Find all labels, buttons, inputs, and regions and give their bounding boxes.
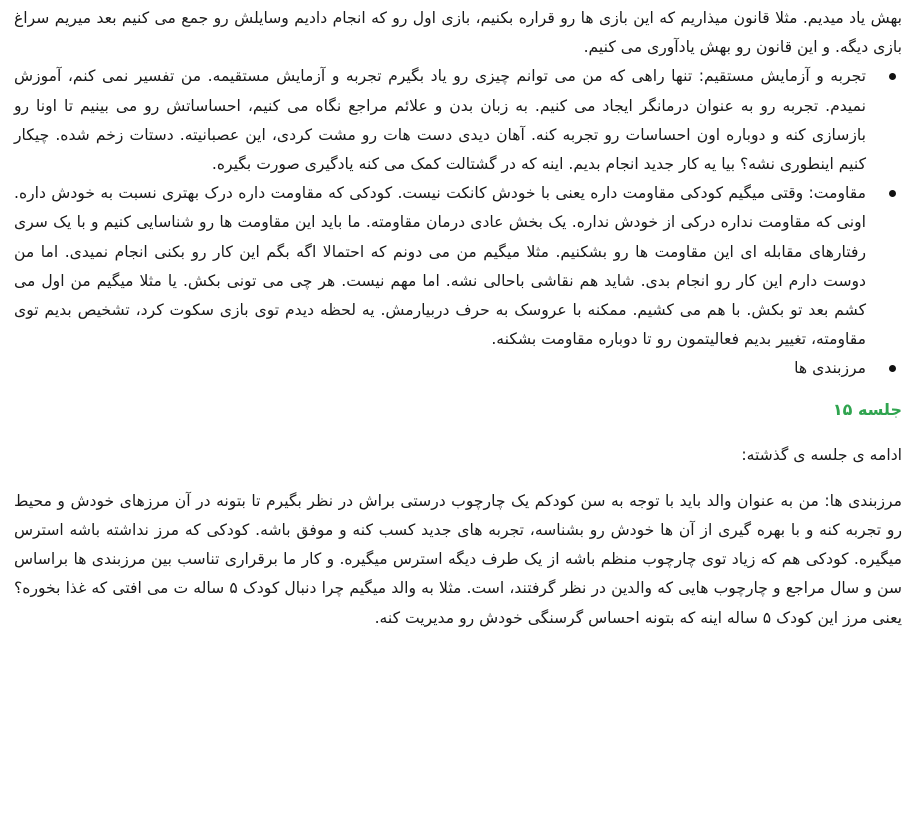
intro-paragraph: بهش یاد میدیم. مثلا قانون میذاریم که این بازی ها رو قراره بکنیم، بازی اول رو که انجام دادیم وسایلش رو جمع می کنیم بعد میریم سراغ بازی دیگه. و این قانون رو بهش یادآوری می کنیم. [14, 9, 902, 57]
bullet-icon [889, 365, 896, 372]
bullet-icon [889, 190, 896, 197]
boundaries-paragraph: مرزبندی ها: من به عنوان والد باید با توجه به سن کودکم یک چارچوب درستی براش در نظر بگیرم تا بتونه در آن مرزهای خودش و محیط رو تجربه کنه و با بهره گیری از آن ها خودش رو بشناسه، تجربه های جدید کسب کنه و موفق باشه. کودکی که مرز نداشته باشه استرس میگیره. کودکی هم که زیاد توی چارچوب منظم باشه از یک طرف دیگه استرس میگیره. و کار ما برقراری تناسب بین مرزبندی ها براساس سن و سال مراجع و چارچوب هایی که والدین در نظر گرفتند، است. مثلا به والد میگیم چرا دنبال کودک ۵ ساله ت می افتی که غذا بخوره؟ یعنی مرز این کودک ۵ ساله اینه که بتونه احساس گرسنگی خودش رو مدیریت کنه. [14, 491, 902, 627]
list-item-boundaries [14, 354, 902, 383]
bullet-list [14, 62, 902, 383]
list-item-resistance [14, 179, 902, 354]
list-item-text: مرزبندی ها [794, 359, 866, 378]
continuation-label: ادامه ی جلسه ی گذشته: [741, 445, 902, 464]
list-item-text: مقاومت: وقتی میگیم کودکی مقاومت داره یعنی با خودش کانکت نیست. کودکی که مقاومت داره درک بهتری نسبت به خودش داره. اونی که مقاومت نداره درکی از خودش نداره. یک بخش عادی درمان مقاومته. ما باید این مقاومت ها رو شناسایی کنیم و با یک سری رفتارهای مقابله ای این مقاومت ها رو بشکنیم. مثلا میگیم من می دونم که احتمالا اگه بگم این کار رو بکنی انجام نمیدی. اما من دوست دارم این کار رو انجام بدی. شاید هم نقاشی باحالی نشه. اما مهم نیست. هر چی می تونی بکش. یا مثلا میگیم من اول می کشم بعد تو بکش. با هم می کشیم. ممکنه با عروسک به حرف دربیارمش. یه لحظه دیدم توی بازی سکوت کرد، تشخیص بدیم توی مقاومته، تغییر بدیم فعالیتمون رو تا دوباره مقاومت بشکنه. [14, 184, 866, 349]
list-item-direct-experience [14, 62, 902, 179]
session-heading: جلسه ۱۵ [832, 399, 902, 419]
document-page [14, 4, 902, 633]
list-item-text: تجربه و آزمایش مستقیم: تنها راهی که من می توانم چیزی رو یاد بگیرم تجربه و آزمایش مستقیمه. من تفسیر نمی کنم، آموزش نمیدم. تجربه رو به عنوان درمانگر ایجاد می کنیم. به زبان بدن و علائم مراجع نگاه می کنیم، احساساتش رو می بینیم تا اونا رو بازسازی کنه و دوباره اون احساسات رو تجربه کنه. آهان دیدی دست هات رو مشت کردی، این عصبانیته. دستات زخم شده. چیکار کنیم اینطوری نشه؟ بیا یه کار جدید انجام بدیم. اینه که در گشتالت کمک می کنه یادگیری صورت بگیره. [14, 67, 866, 174]
bullet-icon [889, 73, 896, 80]
